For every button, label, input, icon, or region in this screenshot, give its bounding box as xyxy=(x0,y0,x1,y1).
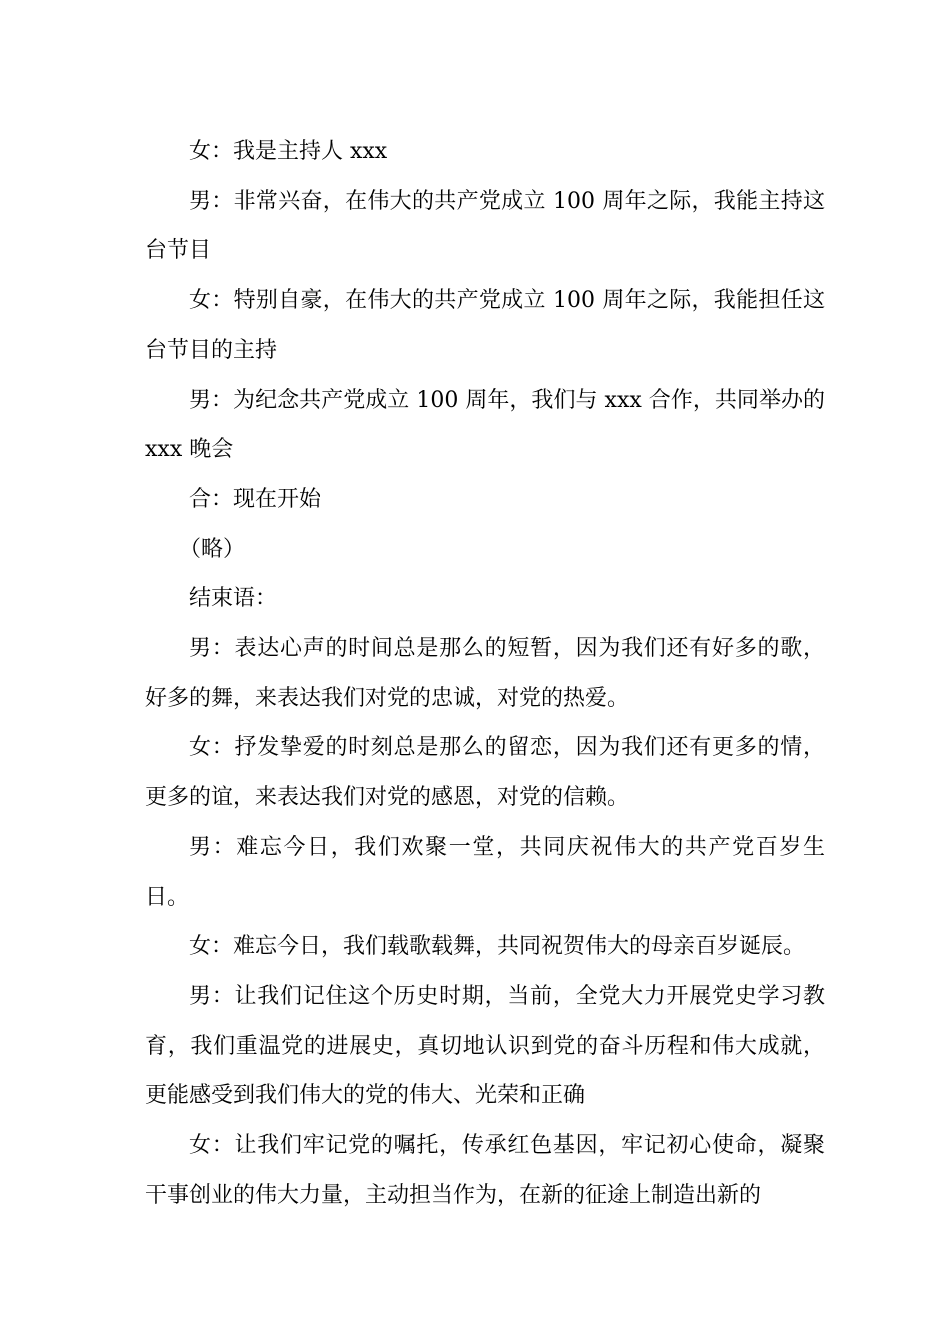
paragraph-host-male-excited: 男：非常兴奋，在伟大的共产党成立 100 周年之际，我能主持这台节目 xyxy=(145,188,825,264)
paragraph-together-start: 合：现在开始 xyxy=(189,486,322,512)
document-body xyxy=(145,127,825,1220)
paragraph-closing-female-2: 女：难忘今日，我们载歌载舞，共同祝贺伟大的母亲百岁诞辰。 xyxy=(189,934,806,960)
paragraph-closing-male-2: 男：难忘今日，我们欢聚一堂，共同庆祝伟大的共产党百岁生日。 xyxy=(145,834,825,910)
paragraph-host-female-intro: 女：我是主持人 xxx xyxy=(189,139,388,164)
paragraph-closing-male-3: 男：让我们记住这个历史时期，当前，全党大力开展党史学习教育，我们重温党的进展史，真切地认识到党的奋斗历程和伟大成就，更能感受到我们伟大的党的伟大、光荣和正确 xyxy=(145,983,825,1109)
paragraph-closing-female-1: 女：抒发挚爱的时刻总是那么的留恋，因为我们还有更多的情，更多的谊，来表达我们对党的感恩，对党的信赖。 xyxy=(145,735,825,811)
paragraph-closing-heading: 结束语： xyxy=(189,586,278,612)
paragraph-closing-female-3: 女：让我们牢记党的嘱托，传承红色基因，牢记初心使命，凝聚干事创业的伟大力量，主动担当作为，在新的征途上制造出新的 xyxy=(145,1133,825,1208)
paragraph-host-male-commemorate: 男：为纪念共产党成立 100 周年，我们与 xxx 合作，共同举办的 xxx 晚会 xyxy=(145,387,825,463)
paragraph-host-female-proud: 女：特别自豪，在伟大的共产党成立 100 周年之际，我能担任这台节目的主持 xyxy=(145,288,825,363)
paragraph-closing-male-1: 男：表达心声的时间总是那么的短暂，因为我们还有好多的歌，好多的舞，来表达我们对党的忠诚，对党的热爱。 xyxy=(145,636,825,711)
paragraph-omitted: （略） xyxy=(179,536,246,562)
